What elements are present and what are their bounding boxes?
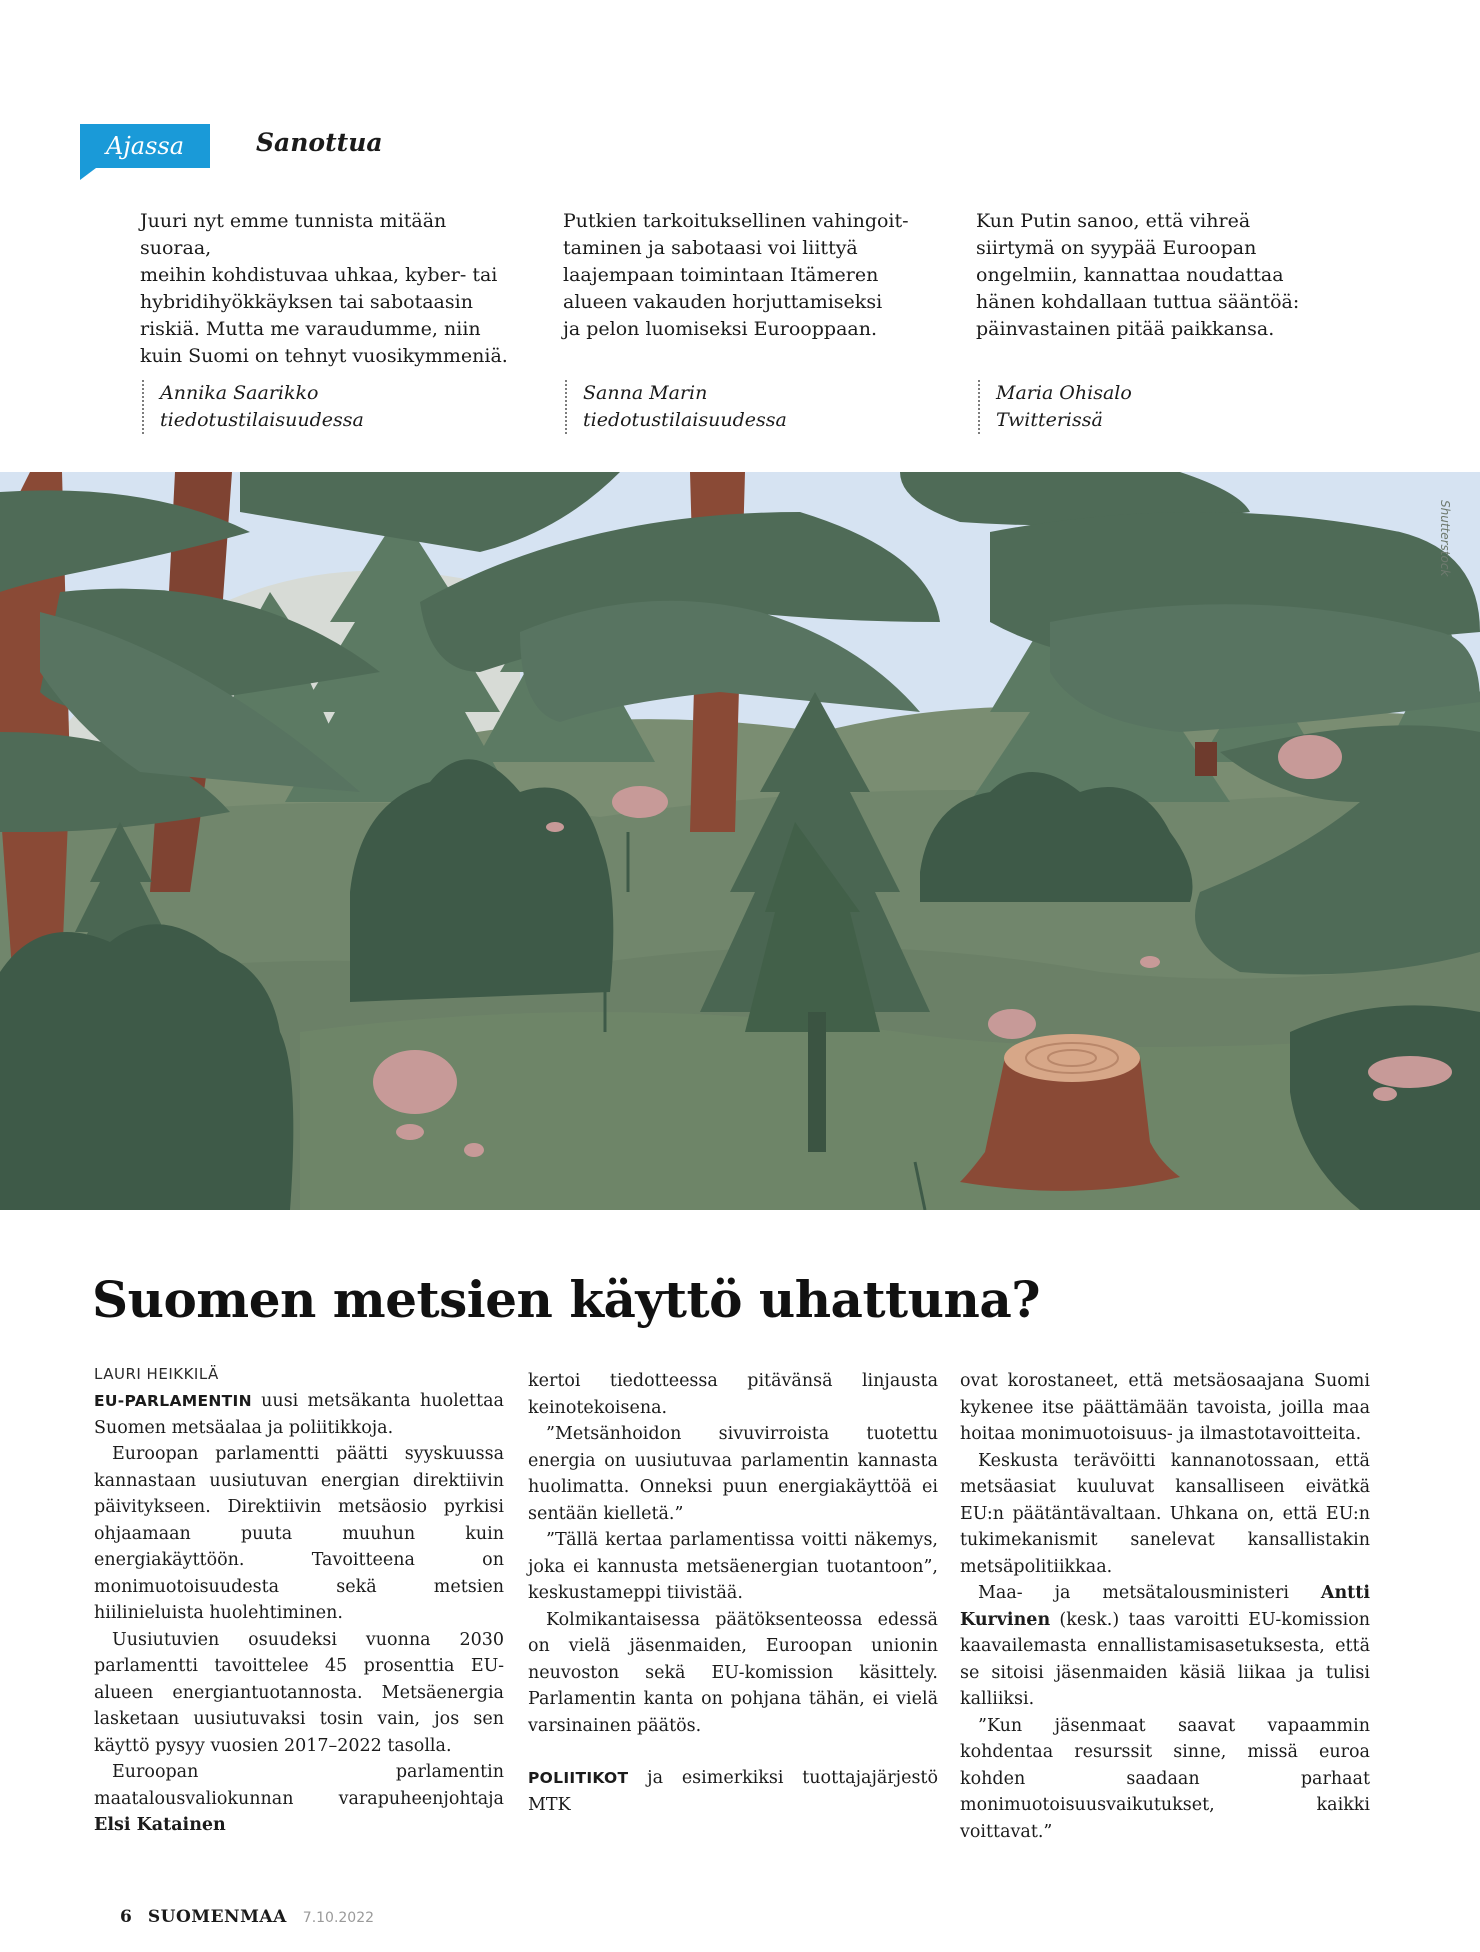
paragraph: ”Tällä kertaa parlamentissa voitti näkemys, joka ei kannusta metsäenergian tuotantoon”, keskustameppi tiivistää. (528, 1530, 938, 1603)
paragraph: Euroopan parlamentin maatalousvaliokunnan varapuheenjohtaja Elsi Katainen (94, 1762, 504, 1835)
page-footer (120, 1907, 374, 1927)
paragraph: Keskusta terävöitti kannanotossaan, että metsäasiat kuuluvat kansalliseen eivätkä EU:n päätäntävaltaan. Uhkana on, että EU:n tukimekanismit sanelevat kansallistakin metsäpolitiikkaa. (960, 1450, 1370, 1577)
byline: LAURI HEIKKILÄ (94, 1365, 219, 1383)
paragraph: ovat korostaneet, että metsäosaajana Suomi kykenee itse päättämään tavoista, joilla maa hoitaa monimuotoisuus- ja ilmastotavoitteita. (960, 1371, 1370, 1444)
quote-channel: tiedotustilaisuudessa (160, 409, 364, 431)
paragraph: Euroopan parlamentti päätti syyskuussa kannastaan uusiutuvan energian direktiivin päivitykseen. Direktiivin metsäosio pyrkisi ohjaamaan puuta muuhun kuin energiakäyttöön. Tavoitteena on monimuotoisuudesta sekä metsien hiilinieluista huolehtiminen. (94, 1444, 504, 1623)
quote-3 (976, 208, 1356, 434)
quote-speaker: Maria Ohisalo (996, 382, 1132, 404)
quote-source (142, 380, 520, 434)
paragraph: Kolmikantaisessa päätöksenteossa edessä on vielä jäsenmaiden, Euroopan unionin neuvoston sekä EU-komission käsittely. Parlamentin kanta on pohjana tähän, ei vielä varsinainen päätös. (528, 1609, 938, 1736)
quote-channel: tiedotustilaisuudessa (583, 409, 787, 431)
paragraph: EU-PARLAMENTIN uusi metsäkanta huolettaa Suomen metsäalaa ja poliitikkoja. (94, 1391, 504, 1438)
photo-credit: Shutterstock (1438, 500, 1452, 577)
lead-in: EU-PARLAMENTIN (94, 1392, 252, 1410)
quote-speaker: Annika Saarikko (160, 382, 319, 404)
quote-text: Kun Putin sanoo, että vihreä siirtymä on syypää Euroopan ongelmiin, kannattaa noudattaa hänen kohdallaan tuttua sääntöä: päinvastainen pitää paikkansa. (976, 210, 1300, 340)
article-headline: Suomen metsien käyttö uhattuna? (92, 1270, 1041, 1329)
paragraph: Maa- ja metsätalousministeri Antti Kurvinen (kesk.) taas varoitti EU-komission kaavailemasta ennallistamisasetuksesta, että se sitoisi jäsenmaiden käsiä liikaa ja tulisi kalliiksi. (960, 1583, 1370, 1709)
paragraph: kertoi tiedotteessa pitävänsä linjausta keinotekoisena. (528, 1371, 938, 1418)
article-column-2 (528, 1368, 938, 1818)
lead-in: POLIITIKOT (528, 1769, 629, 1787)
section-tag-tail (80, 168, 96, 180)
person-name: Antti Kurvinen (960, 1583, 1370, 1630)
paragraph: ”Kun jäsenmaat saavat vapaammin kohdentaa resurssit sinne, missä euroa kohden saadaan parhaat monimuotoisuusvaikutukset, kaikki voittavat.” (960, 1715, 1370, 1842)
quote-speaker: Sanna Marin (583, 382, 708, 404)
quote-source (978, 380, 1356, 434)
section-tag: Ajassa (80, 124, 210, 168)
forest-illustration (0, 472, 1480, 1210)
quote-source (565, 380, 943, 434)
paragraph: Uusiutuvien osuudeksi vuonna 2030 parlamentti tavoittelee 45 prosenttia EU-alueen energiantuotannosta. Metsäenergia lasketaan uusiutuvaksi tosin vain, jos sen käyttö pysyy vuosien 2017–2022 tasolla. (94, 1629, 504, 1756)
publication-name: SUOMENMAA (147, 1907, 287, 1927)
article-column-3 (960, 1368, 1370, 1845)
publication-date: 7.10.2022 (302, 1910, 375, 1926)
quote-text: Juuri nyt emme tunnista mitään suoraa, meihin kohdistuvaa uhkaa, kyber- tai hybridihyökkäyksen tai sabotaasin riskiä. Mutta me varaudumme, niin kuin Suomi on tehnyt vuosikymmeniä. (140, 210, 508, 367)
quote-1 (140, 208, 520, 434)
section-name: Sanottua (256, 128, 383, 157)
article-column-1 (94, 1362, 504, 1839)
paragraph: ”Metsänhoidon sivuvirroista tuotettu energia on uusiutuvaa parlamentin kannasta huolimatta. Onneksi puun energiakäyttöä ei sentään kielletä.” (528, 1424, 938, 1524)
paragraph: POLIITIKOT ja esimerkiksi tuottajajärjestö MTK (528, 1768, 938, 1815)
person-name: Elsi Katainen (94, 1815, 226, 1835)
quote-text: Putkien tarkoituksellinen vahingoit- taminen ja sabotaasi voi liittyä laajempaan toimintaan Itämeren alueen vakauden horjuttamiseksi ja pelon luomiseksi Eurooppaan. (563, 210, 909, 340)
quote-2 (563, 208, 943, 434)
page-number: 6 (120, 1907, 132, 1927)
quote-channel: Twitterissä (996, 409, 1103, 431)
